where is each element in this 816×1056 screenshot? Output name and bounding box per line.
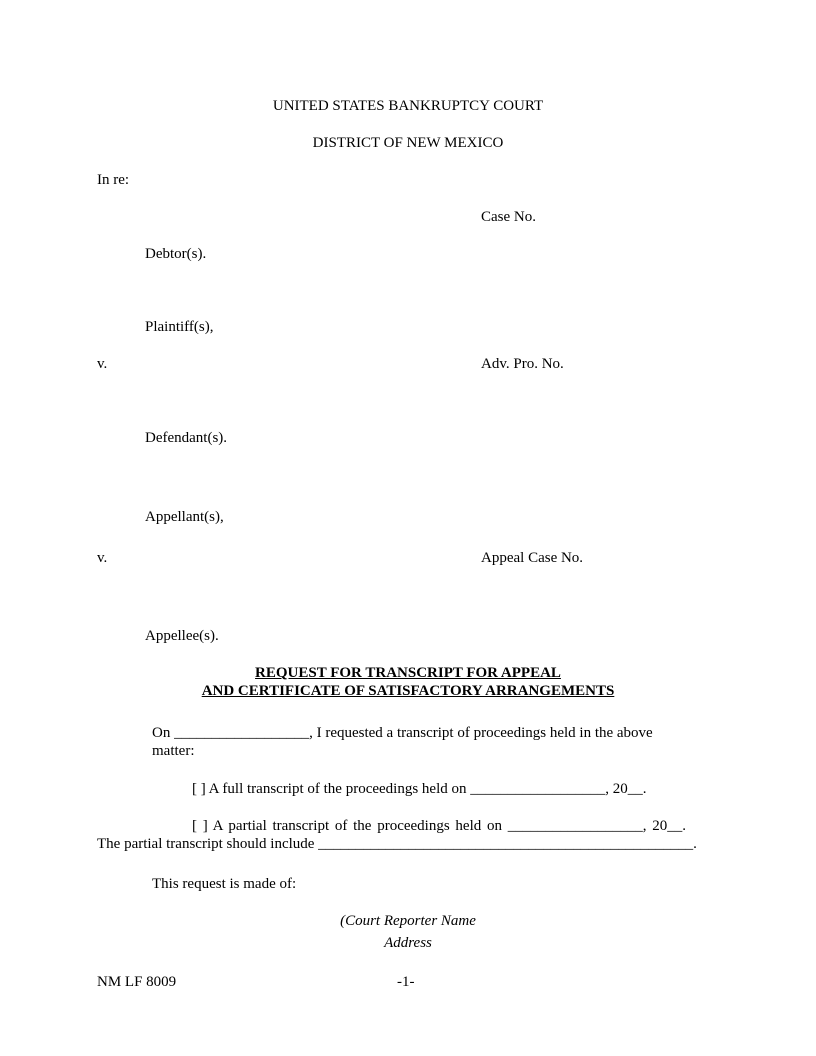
court-name: UNITED STATES BANKRUPTCY COURT xyxy=(272,98,544,114)
in-re-label: In re: xyxy=(97,172,130,188)
full-transcript-option: [ ] A full transcript of the proceedings held on __________________, 20__. xyxy=(192,781,647,797)
appellees-label: Appellee(s). xyxy=(145,628,219,644)
form-id: NM LF 8009 xyxy=(97,974,177,990)
versus-label: v. xyxy=(97,356,108,372)
document-title-line1: REQUEST FOR TRANSCRIPT FOR APPEAL xyxy=(255,665,561,681)
request-made-of-label: This request is made of: xyxy=(152,876,297,892)
appellants-label: Appellant(s), xyxy=(145,509,224,525)
request-date-line: On __________________, I requested a transcript of proceedings held in the above xyxy=(152,725,653,741)
page-number: -1- xyxy=(397,974,415,990)
plaintiffs-label: Plaintiff(s), xyxy=(145,319,214,335)
defendants-label: Defendant(s). xyxy=(145,430,228,446)
appeal-case-no-label: Appeal Case No. xyxy=(481,550,584,566)
document-title-line2: AND CERTIFICATE OF SATISFACTORY ARRANGEMENTS xyxy=(201,683,615,699)
court-reporter-address: Address xyxy=(384,935,432,951)
partial-transcript-include-line: The partial transcript should include __________________________________________________. xyxy=(97,836,697,852)
request-matter-line: matter: xyxy=(152,743,195,759)
case-no-label: Case No. xyxy=(481,209,536,225)
adv-pro-no-label: Adv. Pro. No. xyxy=(481,356,564,372)
partial-transcript-option: [ ] A partial transcript of the proceedings held on __________________, 20__. xyxy=(192,818,686,834)
versus-label: v. xyxy=(97,550,108,566)
district-name: DISTRICT OF NEW MEXICO xyxy=(312,135,504,151)
court-reporter-name: (Court Reporter Name xyxy=(340,913,476,929)
debtors-label: Debtor(s). xyxy=(145,246,207,262)
